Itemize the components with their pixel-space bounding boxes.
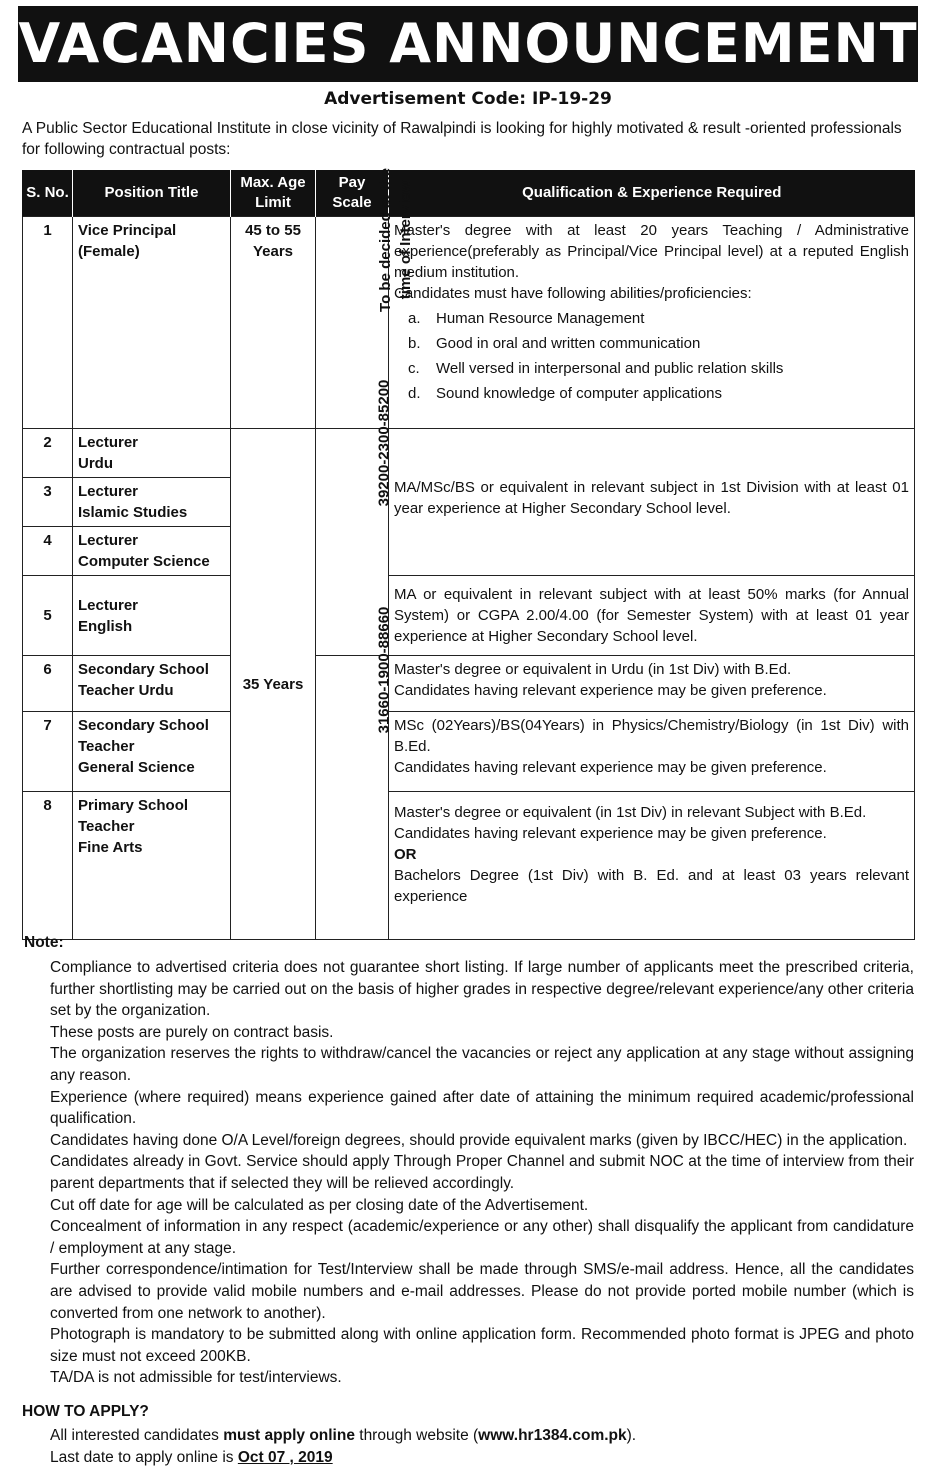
pay-scale-text: 31660-1900-88660 [375, 606, 393, 734]
list-item: a. Human Resource Management [408, 310, 645, 327]
table-row [23, 576, 915, 656]
table-row [23, 217, 915, 429]
qualification-pst: Master's degree or equivalent (in 1st Div) in relevant Subject with B.Ed. Candidates having relevant experience may be given preference. OR Bachelors Degree (1st Div) with B. Ed. and at least 03 years relevant experience [389, 792, 915, 940]
row-position: Lecturer Computer Science [73, 527, 231, 576]
table-row [23, 712, 915, 792]
how-to-apply [50, 1425, 914, 1469]
qualification-english: MA or equivalent in relevant subject with at least 50% marks (for Annual System) or CGPA 2.00/4.00 (for Semester System) with at least 01 year experience at Higher Secondary School level. [389, 576, 915, 656]
qualification-text: Master's degree with at least 20 years Teaching / Administrative experience(preferably as Principal/Vice Principal level) at a reputed English medium institution. [394, 222, 909, 281]
advertisement-code: Advertisement Code: IP-19-29 [324, 89, 612, 109]
list-item: Further correspondence/intimation for Test/Interview shall be made through SMS/e-mail address. Hence, all the candidates are advised to provide valid mobile numbers and e-mail addresses. Please do not provide ported mobile number (which is converted from one network to another). [50, 1261, 914, 1322]
row-position [73, 217, 231, 429]
qualification-sst-urdu: Master's degree or equivalent in Urdu (in 1st Div) with B.Ed. Candidates having relevant experience may be given preference. [389, 656, 915, 712]
row-sno: 5 [23, 576, 73, 656]
list-item: Photograph is mandatory to be submitted along with online application form. Recommended photo format is JPEG and photo size must not exceed 200KB. [50, 1326, 914, 1365]
position-line: (Female) [78, 243, 140, 260]
row-position: Secondary School Teacher Urdu [73, 656, 231, 712]
abilities-intro: Candidates must have following abilities/proficiencies: [394, 285, 752, 302]
row-sno: 7 [23, 712, 73, 792]
list-item: The organization reserves the rights to withdraw/cancel the vacancies or reject any application at any stage without assigning any reason. [50, 1045, 914, 1084]
list-item: c. Well versed in interpersonal and public relation skills [408, 360, 784, 377]
table-row [23, 656, 915, 712]
row-sno: 4 [23, 527, 73, 576]
row-sno: 8 [23, 792, 73, 940]
header-age: Max. Age Limit [231, 170, 316, 217]
age-line: Years [252, 243, 294, 260]
row-position: Lecturer English [73, 576, 231, 656]
qualification-lecturers: MA/MSc/BS or equivalent in relevant subject in 1st Division with at least 01 year experience at Higher Secondary School level. [389, 429, 915, 576]
list-item: Candidates having done O/A Level/foreign degrees, should provide equivalent marks (given by IBCC/HEC) in the application. [50, 1131, 908, 1149]
header-sno: S. No. [23, 170, 73, 217]
age-35: 35 Years [231, 429, 316, 940]
abilities-list [408, 306, 909, 406]
list-item: d. Sound knowledge of computer applications [408, 385, 723, 402]
header-pay: Pay Scale [316, 170, 389, 217]
notes-title: Note: [24, 934, 64, 951]
website-link[interactable]: www.hr1384.com.pk [478, 1427, 627, 1444]
pay-scale-teacher [316, 606, 393, 940]
row-sno: 6 [23, 656, 73, 712]
list-item: These posts are purely on contract basis. [50, 1023, 334, 1041]
position-line: Vice Principal [78, 222, 177, 239]
apply-line: All interested candidates must apply online through website (www.hr1384.com.pk). [50, 1427, 637, 1444]
list-item: Candidates already in Govt. Service should apply Through Proper Channel and submit NOC at the time of interview from their parent departments that if selected they will be relieved accordingly. [50, 1153, 914, 1192]
list-item: Compliance to advertised criteria does not guarantee short listing. If large number of applicants meet the prescribed criteria, further shortlisting may be carried out on the basis of higher grades in respective degree/relevant experience/any other criteria set by the organization. [50, 959, 914, 1020]
row-position: Primary School Teacher Fine Arts [73, 792, 231, 940]
row-age [231, 217, 316, 429]
list-item: Concealment of information in any respect (academic/experience or any other) shall disqualify the applicant from candidature / employment at any stage. [50, 1218, 914, 1257]
row-sno: 1 [23, 217, 73, 429]
qualification-vp [389, 217, 915, 429]
how-to-apply-title: HOW TO APPLY? [22, 1403, 149, 1420]
table-header-row [23, 170, 915, 217]
header-position: Position Title [73, 170, 231, 217]
pay-scale-text: To be decided at the time of Interview [377, 168, 414, 312]
table-row [23, 429, 915, 478]
age-line: 45 to 55 [245, 222, 301, 239]
notes-list [50, 957, 914, 1389]
row-sno: 3 [23, 478, 73, 527]
list-item: Experience (where required) means experience gained after date of attaining the minimum required academic/professional qualification. [50, 1088, 914, 1128]
table-row [23, 792, 915, 940]
qualification-sst-science: MSc (02Years)/BS(04Years) in Physics/Chemistry/Biology (in 1st Div) with B.Ed. Candidates having relevant experience may be given preference. [389, 712, 915, 792]
apply-line: Last date to apply online is Oct 07 , 2019 [50, 1449, 333, 1466]
page-title: VACANCIES ANNOUNCEMENT [18, 6, 918, 82]
header-qualification: Qualification & Experience Required [389, 170, 915, 217]
intro-text: A Public Sector Educational Institute in close vicinity of Rawalpindi is looking for highly motivated & result -oriented professionals for following contractual posts: [22, 120, 902, 158]
list-item: TA/DA is not admissible for test/interviews. [50, 1369, 342, 1387]
list-item: b. Good in oral and written communication [408, 335, 701, 352]
row-position: Lecturer Urdu [73, 429, 231, 478]
row-position: Secondary School Teacher General Science [73, 712, 231, 792]
pay-scale-text: 39200-2300-85200 [375, 379, 393, 507]
vacancies-table [22, 170, 915, 940]
row-position: Lecturer Islamic Studies [73, 478, 231, 527]
last-date: Oct 07 , 2019 [237, 1449, 333, 1466]
row-sno: 2 [23, 429, 73, 478]
list-item: Cut off date for age will be calculated as per closing date of the Advertisement. [50, 1196, 589, 1214]
